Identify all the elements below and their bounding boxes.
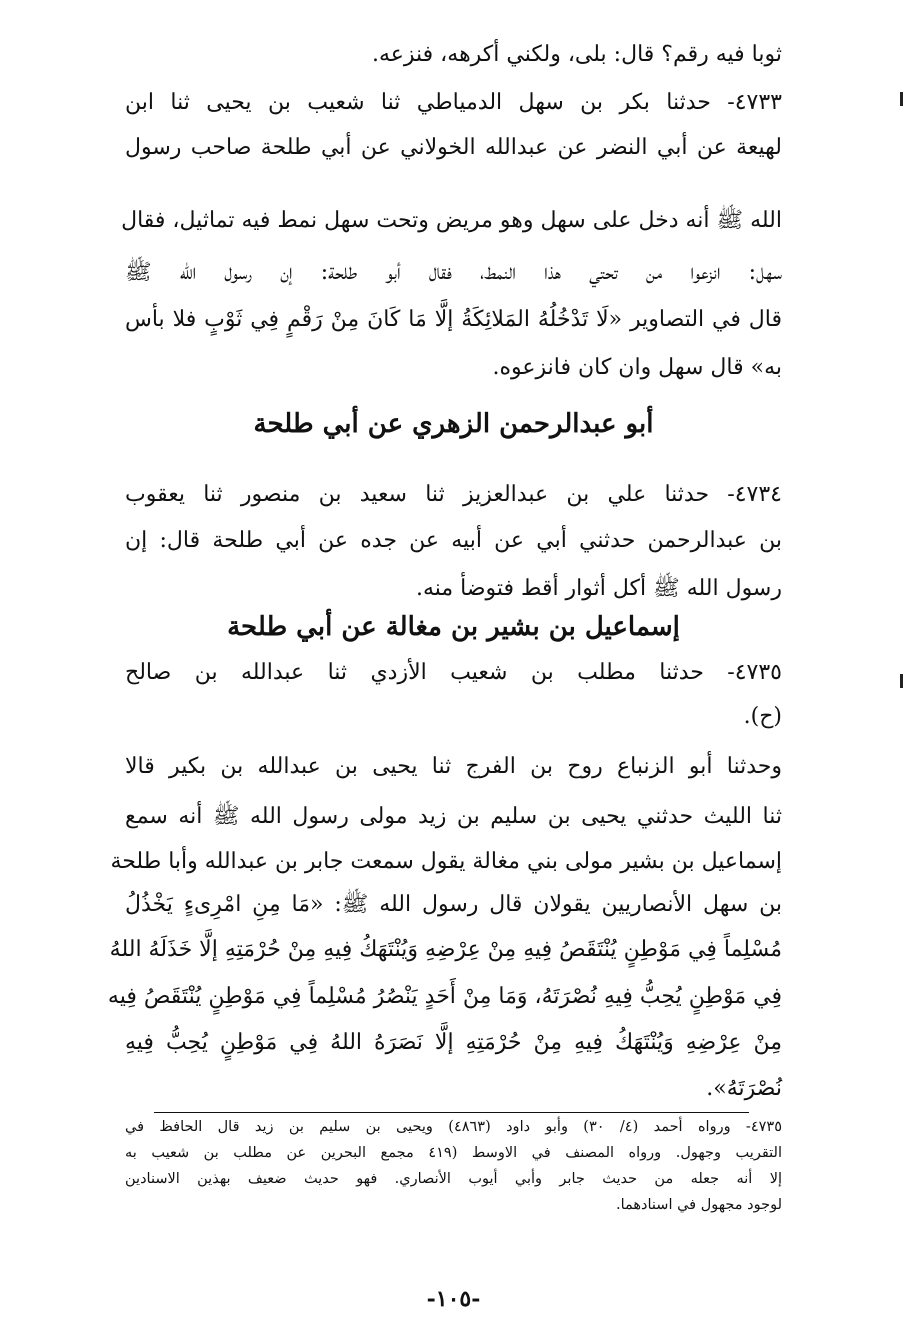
text-line: ٤٧٣٤- حدثنا علي بن عبدالعزيز ثنا سعيد بن منصور ثنا يعقوب [125, 482, 782, 507]
text-line: بن عبدالرحمن حدثني أبي عن أبيه عن جده عن أبي طلحة قال: إن [125, 528, 782, 553]
footnote-line: إلا أنه جعله من حديث جابر وأبي أيوب الأنصاري. فهو حديث ضعيف بهذين الاسنادين [125, 1171, 782, 1187]
text-line: مِنْ عِرْضِهِ وَيُنْتَهَكُ فِيهِ مِنْ حُرْمَتِهِ إلَّا نَصَرَهُ اللهُ فِي مَوْطِنٍ يُحِبُّ فِيهِ [125, 1030, 782, 1055]
text-line: قال في التصاوير «لَا تَدْخُلُهُ المَلائِكَةُ إلَّا مَا كَانَ مِنْ رَقْمٍ فِي ثَوْبٍ فلا بأس [125, 307, 782, 332]
text-line: ٤٧٣٥- حدثنا مطلب بن شعيب الأزدي ثنا عبدالله بن صالح [125, 660, 782, 685]
text-line: (ح). [743, 704, 782, 729]
text-line: بن سهل الأنصاريين يقولان قال رسول الله ﷺ: «مَا مِنِ امْرِىءٍ يَخْذُلُ [125, 892, 782, 917]
text-line: سهل: انزعوا من تحتي هذا النمط، فقال أبو طلحة: إن رسول الله ﷺ [125, 260, 782, 285]
edge-mark [900, 674, 903, 688]
text-line: الله ﷺ أنه دخل على سهل وهو مريض وتحت سهل نمط فيه تماثيل، فقال [121, 208, 782, 233]
text-line: ٤٧٣٣- حدثنا بكر بن سهل الدمياطي ثنا شعيب بن يحيى ثنا ابن [125, 90, 782, 115]
text-line: إسماعيل بن بشير مولى بني مغالة يقول سمعت جابر بن عبدالله وأبا طلحة [110, 849, 782, 874]
page-number: -١٠٥- [426, 1286, 481, 1312]
text-line: وحدثنا أبو الزنباع روح بن الفرج ثنا يحيى بن عبدالله بن بكير قالا [125, 754, 782, 779]
text-line: به» قال سهل وان كان فانزعوه. [492, 355, 782, 380]
footnote-line: لوجود مجهول في اسنادهما. [616, 1197, 782, 1213]
footnote-line: التقريب وجهول. ورواه المصنف في الاوسط (٤١٩ مجمع البحرين عن مطلب بن شعيب به [125, 1145, 782, 1161]
text-line: لهيعة عن أبي النضر عن عبدالله الخولاني عن أبي طلحة صاحب رسول [125, 135, 782, 160]
text-line: نُصْرَتَهُ». [706, 1076, 782, 1101]
text-line: فِي مَوْطِنٍ يُحِبُّ فِيهِ نُصْرَتَهُ، وَمَا مِنْ أَحَدٍ يَنْصُرُ مُسْلِماً فِي مَوْطِنٍ يُنْتَقَصُ فِيه [107, 984, 782, 1009]
section-heading: أبو عبدالرحمن الزهري عن أبي طلحة [253, 409, 654, 439]
text-line: مُسْلِماً فِي مَوْطِنٍ يُنْتَقَصُ فِيهِ مِنْ عِرْضِهِ وَيُنْتَهَكُ فِيهِ مِنْ حُرْمَتِهِ إلَّا خَذَلَهُ اللهُ [109, 937, 782, 962]
text-line: ثنا الليث حدثني يحيى بن سليم بن زيد مولى رسول الله ﷺ أنه سمع [125, 804, 782, 829]
footnote-separator [154, 1112, 749, 1113]
text-line: ثوبا فيه رقم؟ قال: بلى، ولكني أكرهه، فنزعه. [371, 42, 782, 67]
edge-mark [900, 92, 903, 106]
footnote-line: ٤٧٣٥- ورواه أحمد (٤/ ٣٠) وأبو داود (٤٨٦٣) ويحيى بن سليم بن زيد قال الحافظ في [125, 1119, 782, 1135]
section-heading: إسماعيل بن بشير بن مغالة عن أبي طلحة [227, 612, 680, 642]
text-line: رسول الله ﷺ أكل أثوار أقط فتوضأ منه. [415, 576, 782, 601]
